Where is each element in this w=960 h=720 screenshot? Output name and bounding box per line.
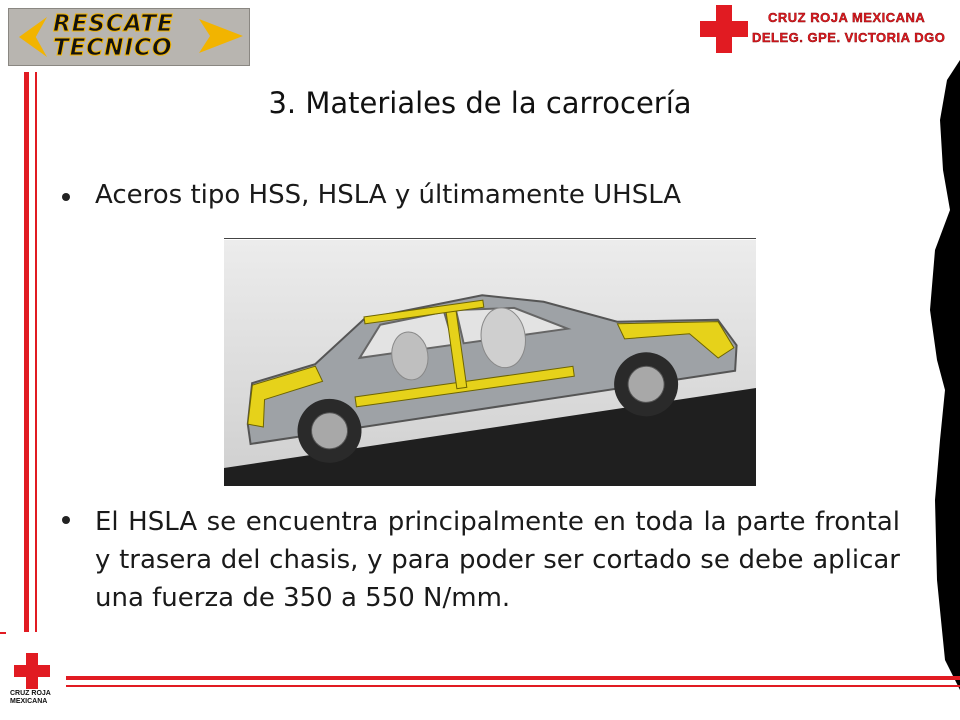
footer-org-line1: CRUZ ROJA (10, 690, 51, 697)
red-cross-icon (700, 5, 748, 53)
image-top-rule (224, 238, 756, 239)
org-name: CRUZ ROJA MEXICANA (768, 10, 926, 25)
footer-org-line2: MEXICANA (10, 698, 48, 705)
bullet-text-1: Aceros tipo HSS, HSLA y últimamente UHSLA (95, 180, 682, 210)
bottom-red-bar (66, 676, 960, 680)
logo-chevron-icon (199, 19, 243, 53)
org-delegation: DELEG. GPE. VICTORIA DGO (752, 30, 946, 45)
bottom-red-line (66, 685, 960, 687)
bullet-text-2: El HSLA se encuentra principalmente en toda la parte frontal y trasera del chasis, y para poder ser cortado se debe aplicar una fuerza de 350 a 550 N/mm. (95, 507, 900, 613)
left-red-line (35, 72, 37, 632)
red-cross-icon (14, 653, 50, 689)
bullet-icon (62, 516, 70, 524)
figure-silhouette (905, 60, 960, 690)
left-red-bar (24, 72, 29, 632)
corner-red-tick (0, 632, 6, 634)
logo-arrow-icon (19, 17, 47, 57)
slide-title: 3. Materiales de la carrocería (268, 86, 692, 120)
rescate-tecnico-logo (8, 8, 250, 66)
logo-line1: RESCATE (53, 11, 174, 37)
car-body-image (224, 240, 756, 486)
logo-line2: TECNICO (53, 35, 173, 61)
footer-org-label (10, 690, 51, 706)
bullet-icon (62, 193, 70, 201)
